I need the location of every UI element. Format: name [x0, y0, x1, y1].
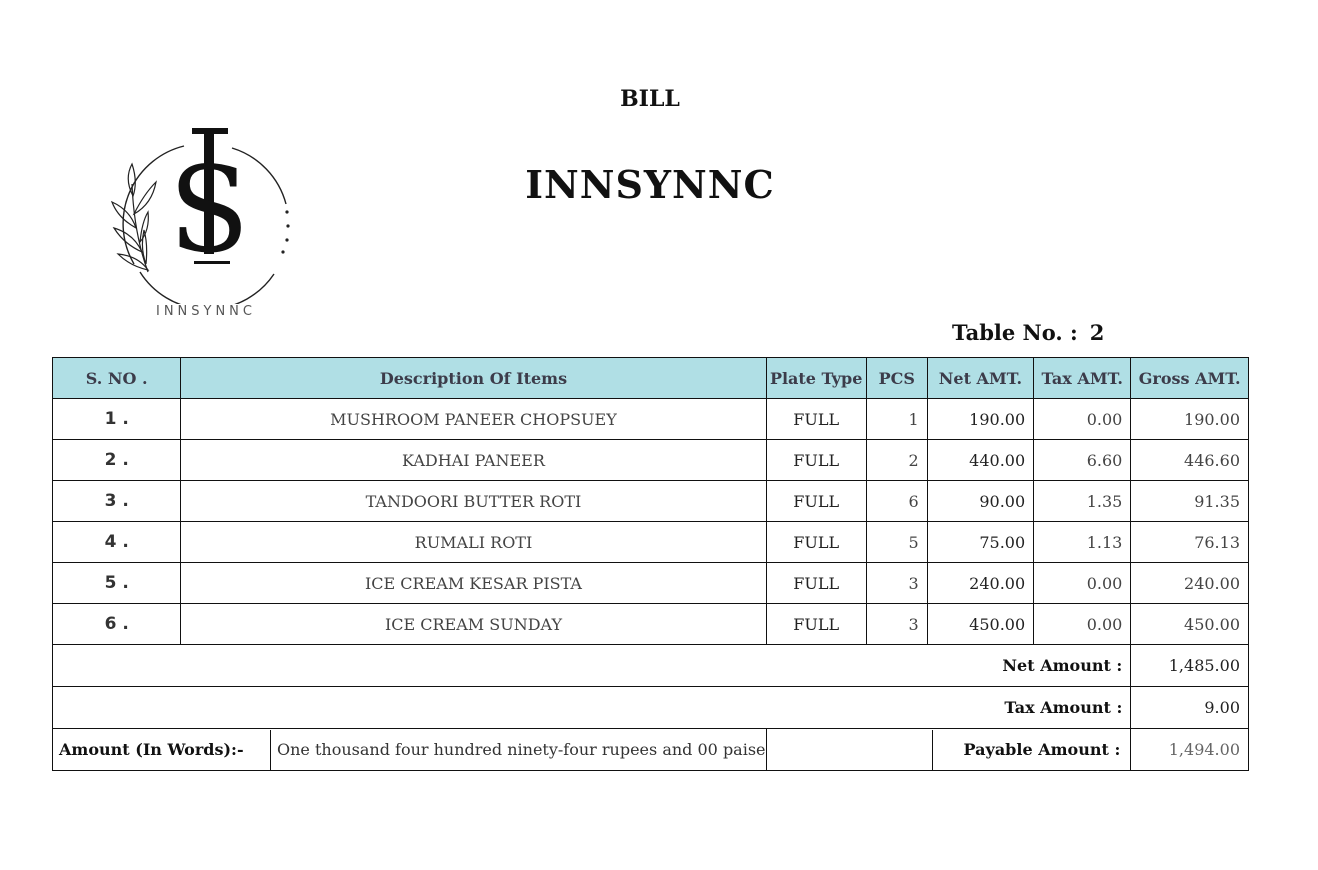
cell-sno: 5 . — [53, 563, 181, 604]
cell-gross-amt: 76.13 — [1131, 522, 1249, 563]
brand-name: INNSYNNC — [525, 162, 775, 207]
cell-plate-type: FULL — [766, 481, 866, 522]
table-no-label: Table No. : — [952, 320, 1078, 345]
cell-tax-amt: 6.60 — [1034, 440, 1131, 481]
cell-description: MUSHROOM PANEER CHOPSUEY — [181, 399, 766, 440]
cell-pcs: 6 — [866, 481, 927, 522]
cell-tax-amt: 0.00 — [1034, 563, 1131, 604]
cell-gross-amt: 240.00 — [1131, 563, 1249, 604]
cell-plate-type: FULL — [766, 604, 866, 645]
amount-in-words-text: One thousand four hundred ninety-four rupees and 00 paise — [277, 740, 766, 759]
col-header-description: Description Of Items — [181, 358, 766, 399]
amount-in-words-cell — [53, 729, 767, 771]
cell-plate-type: FULL — [766, 440, 866, 481]
col-header-pcs: PCS — [866, 358, 927, 399]
cell-tax-amt: 0.00 — [1034, 399, 1131, 440]
col-header-plate-type: Plate Type — [766, 358, 866, 399]
cell-pcs: 2 — [866, 440, 927, 481]
brand-logo — [104, 124, 300, 324]
cell-net-amt: 90.00 — [927, 481, 1033, 522]
cell-gross-amt: 190.00 — [1131, 399, 1249, 440]
col-header-sno: S. NO . — [53, 358, 181, 399]
cell-pcs: 5 — [866, 522, 927, 563]
cell-description: KADHAI PANEER — [181, 440, 766, 481]
amount-in-words-label: Amount (In Words):- — [53, 730, 271, 770]
cell-sno: 1 . — [53, 399, 181, 440]
cell-net-amt: 450.00 — [927, 604, 1033, 645]
cell-tax-amt: 1.35 — [1034, 481, 1131, 522]
col-header-tax-amt: Tax AMT. — [1034, 358, 1131, 399]
tax-amount-value: 9.00 — [1131, 687, 1249, 729]
cell-description: ICE CREAM KESAR PISTA — [181, 563, 766, 604]
cell-pcs: 3 — [866, 604, 927, 645]
table-row — [53, 563, 1249, 604]
table-no-value: 2 — [1089, 320, 1105, 345]
document-title: BILL — [620, 86, 680, 112]
cell-pcs: 3 — [866, 563, 927, 604]
col-header-gross-amt: Gross AMT. — [1131, 358, 1249, 399]
svg-text:S: S — [168, 141, 250, 279]
table-row — [53, 481, 1249, 522]
cell-sno: 2 . — [53, 440, 181, 481]
cell-tax-amt: 0.00 — [1034, 604, 1131, 645]
cell-sno: 3 . — [53, 481, 181, 522]
payable-amount-value: 1,494.00 — [1131, 729, 1249, 771]
cell-net-amt: 240.00 — [927, 563, 1033, 604]
cell-description: RUMALI ROTI — [181, 522, 766, 563]
table-row — [53, 604, 1249, 645]
cell-plate-type: FULL — [766, 563, 866, 604]
cell-description: TANDOORI BUTTER ROTI — [181, 481, 766, 522]
cell-description: ICE CREAM SUNDAY — [181, 604, 766, 645]
table-header-row — [53, 358, 1249, 399]
cell-sno: 4 . — [53, 522, 181, 563]
net-amount-row — [53, 645, 1249, 687]
cell-plate-type: FULL — [766, 522, 866, 563]
cell-tax-amt: 1.13 — [1034, 522, 1131, 563]
cell-sno: 6 . — [53, 604, 181, 645]
payable-amount-row — [53, 729, 1249, 771]
table-row — [53, 399, 1249, 440]
table-row — [53, 522, 1249, 563]
cell-net-amt: 440.00 — [927, 440, 1033, 481]
payable-amount-label: Payable Amount : — [932, 730, 1130, 770]
cell-gross-amt: 446.60 — [1131, 440, 1249, 481]
cell-plate-type: FULL — [766, 399, 866, 440]
tax-amount-row — [53, 687, 1249, 729]
monogram-logo-icon — [104, 124, 300, 304]
table-row — [53, 440, 1249, 481]
net-amount-label: Net Amount : — [53, 645, 1131, 687]
cell-gross-amt: 91.35 — [1131, 481, 1249, 522]
cell-net-amt: 190.00 — [927, 399, 1033, 440]
col-header-net-amt: Net AMT. — [927, 358, 1033, 399]
cell-net-amt: 75.00 — [927, 522, 1033, 563]
table-number — [952, 320, 1104, 345]
bill-items-table — [52, 357, 1249, 771]
net-amount-value: 1,485.00 — [1131, 645, 1249, 687]
logo-caption: INNSYNNC — [155, 304, 256, 319]
cell-gross-amt: 450.00 — [1131, 604, 1249, 645]
tax-amount-label: Tax Amount : — [53, 687, 1131, 729]
cell-pcs: 1 — [866, 399, 927, 440]
payable-label-cell — [766, 729, 1131, 771]
